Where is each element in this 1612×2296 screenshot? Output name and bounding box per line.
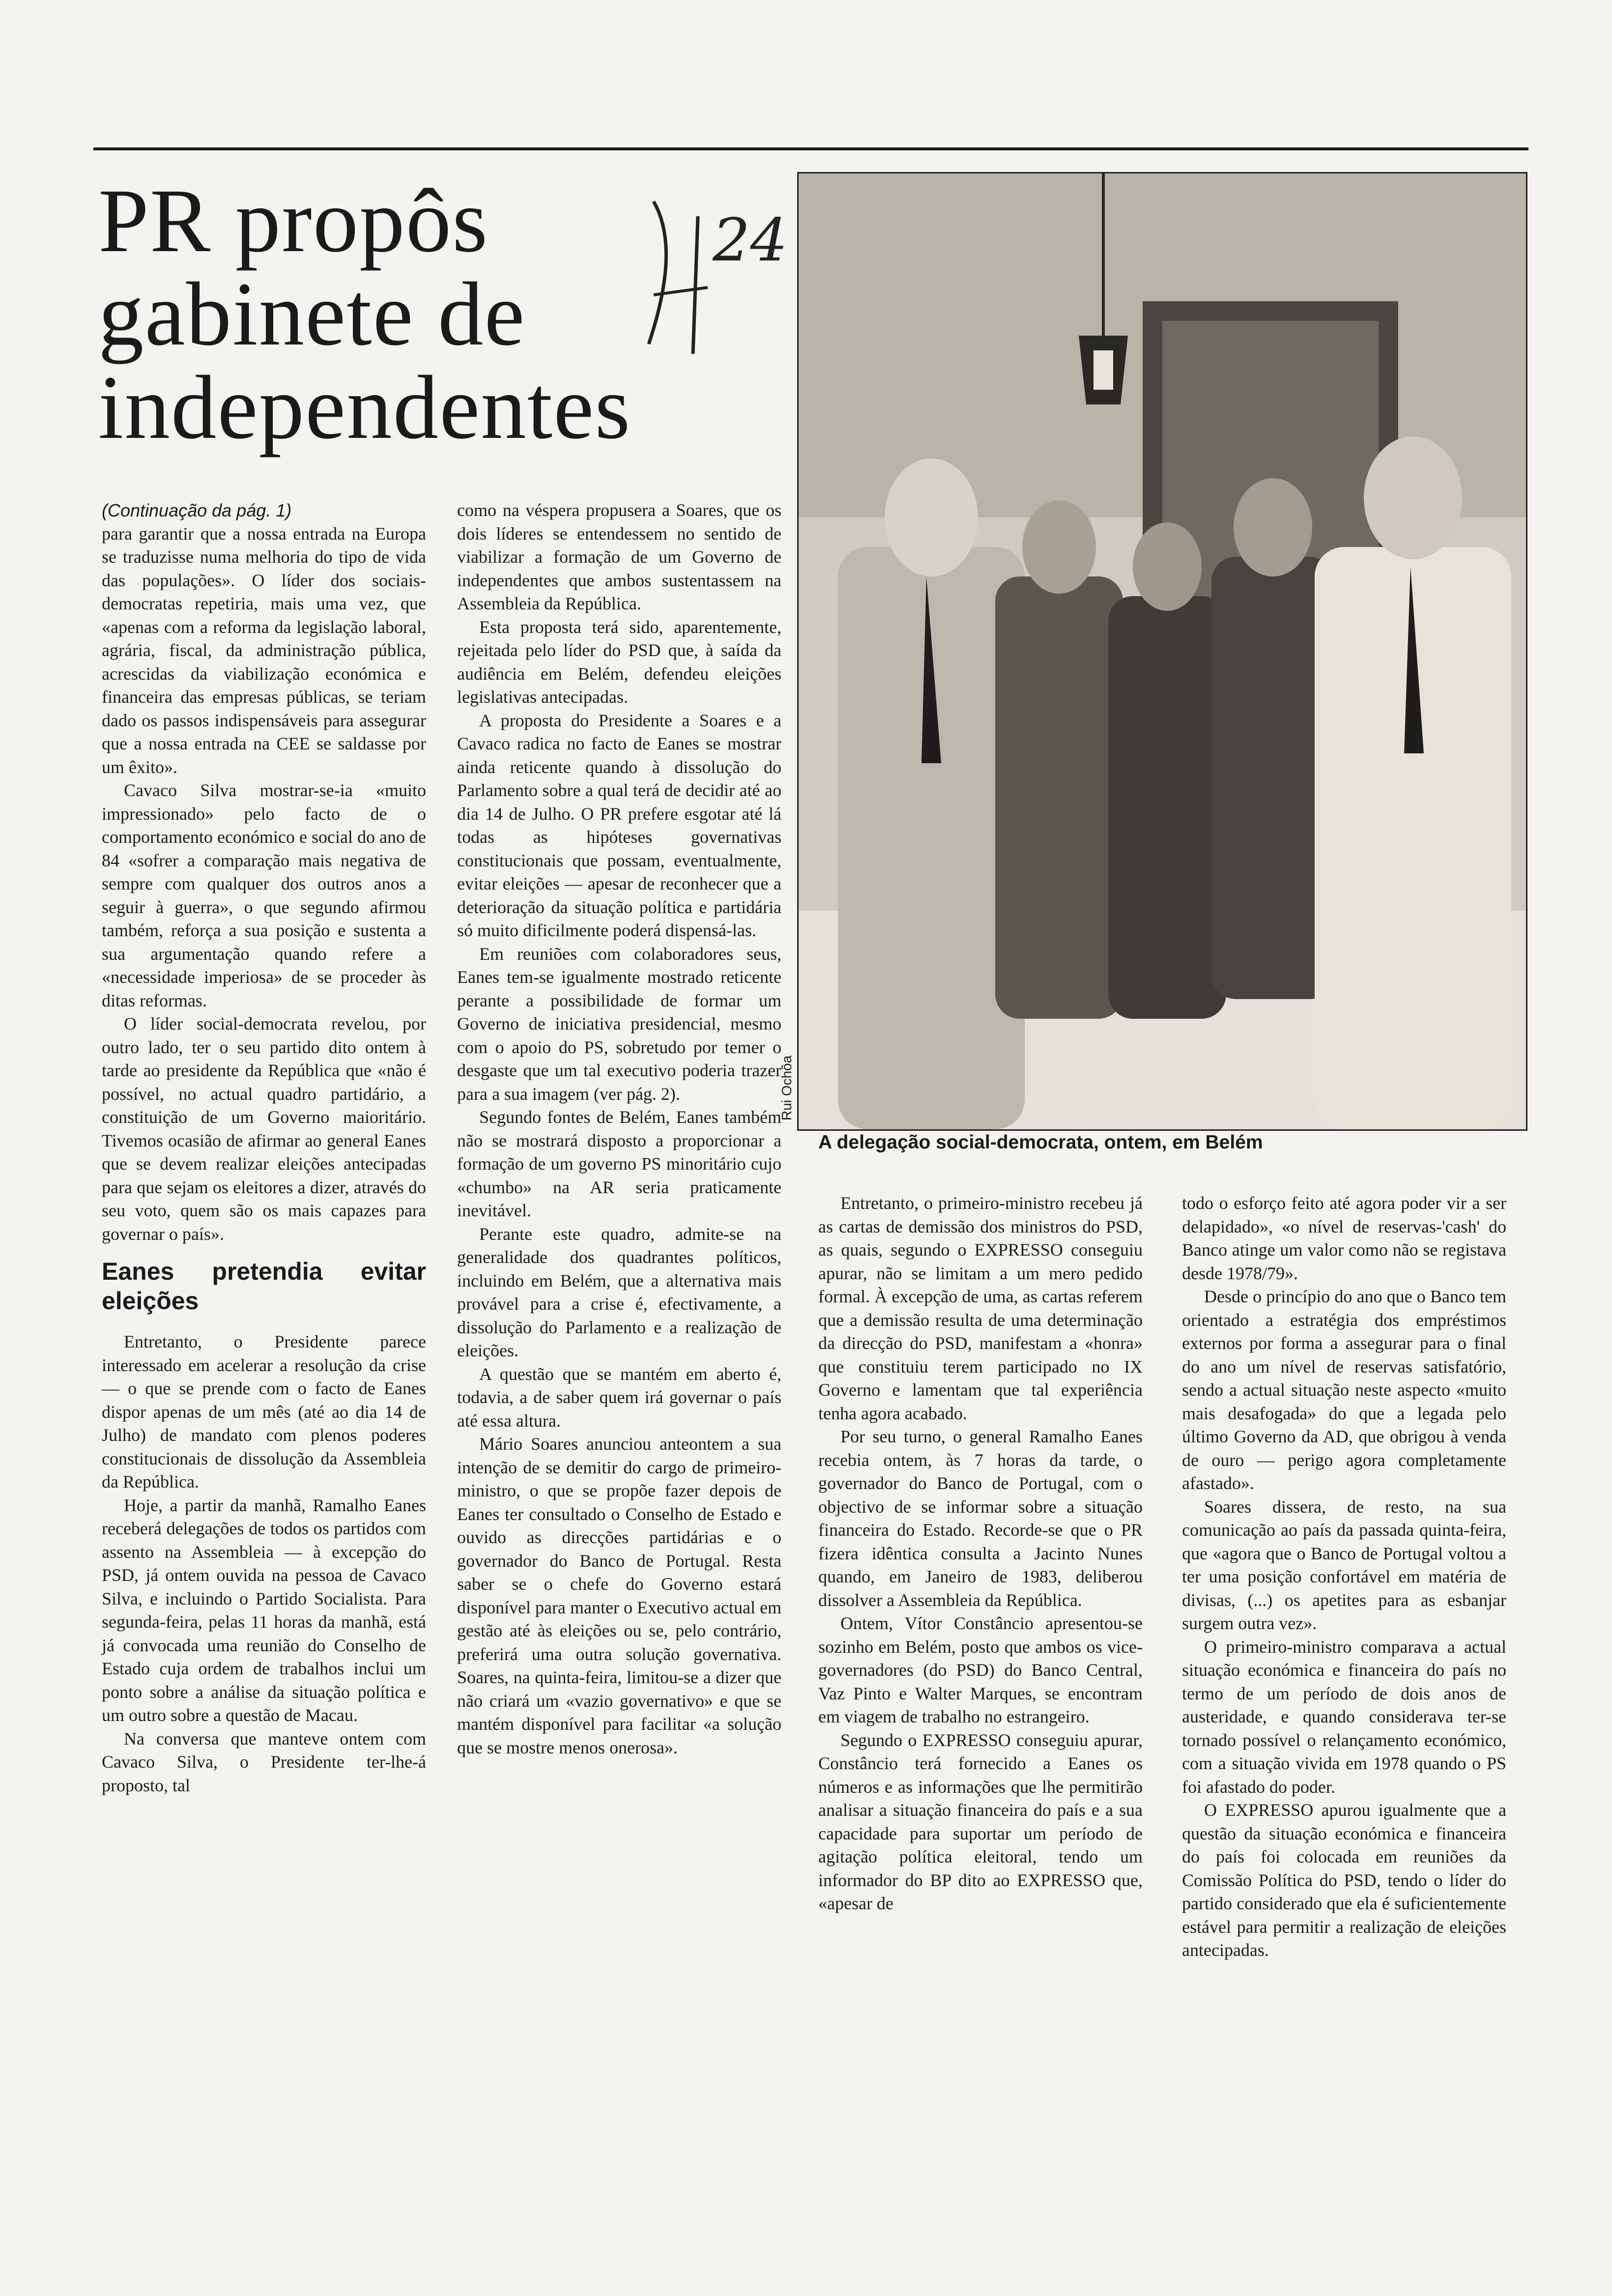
paragraph: Na conversa que manteve ontem com Cavaco Silva, o Presidente ter-lhe-á proposto, tal [102,1728,426,1795]
paragraph: Esta proposta terá sido, aparentemente, rejeitada pelo líder do PSD que, à saída da audiência em Belém, defendeu eleições legislativas antecipadas. [457,617,781,707]
headline-line: gabinete de [98,264,526,365]
paragraph: Em reuniões com colaboradores seus, Eanes tem-se igualmente mostrado reticente perante a possibilidade de formar um Governo de iniciativa presidencial, mesmo com o apoio do PS, sobretudo por temer o desgaste que um tal executivo poderia trazer para a sua imagem (ver pág. 2). [457,944,781,1104]
paragraph: para garantir que a nossa entrada na Europa se traduzisse numa melhoria do tipo de vida das populações». O líder dos sociais-democratas repetiria, mais uma vez, que «apenas com a reforma da legislação laboral, agrária, fiscal, da administração pública, acrescidas da viabilização económica e financeira das empresas públicas, se teriam dado os passos indispensáveis para assegurar que a nossa entrada na CEE se saldasse por um êxito». [102,523,426,777]
paragraph: O EXPRESSO apurou igualmente que a questão da situação económica e financeira do país foi colocada em reuniões da Comissão Política do PSD, tendo o líder do partido considerado que ela é suficientemente estável para permitir a realização de eleições antecipadas. [1182,1800,1506,1960]
article-column-2 [457,499,781,1759]
article-column-4 [1182,1192,1506,1962]
paragraph: Por seu turno, o general Ramalho Eanes recebia ontem, às 7 horas da tarde, o governador do Banco de Portugal, com o objectivo de se informar sobre a situação financeira do Estado. Recorde-se que o PR fizera idêntica consulta a Jacinto Nunes quando, em Janeiro de 1983, deliberou dissolver a Assembleia da República. [818,1427,1143,1610]
headline-line: independentes [98,357,632,458]
photo-caption: A delegação social-democrata, ontem, em Belém [818,1132,1263,1153]
paragraph: Soares dissera, de resto, na sua comunicação ao país da passada quinta-feira, que «agora que o Banco de Portugal voltou a ter uma posição confortável em matéria de divisas, (...) os apetites para as esbanjar surgem outra vez». [1182,1496,1506,1633]
paragraph: Entretanto, o Presidente parece interessado em acelerar a resolução da crise — o que se prende com o facto de Eanes dispor apenas de um mês (até ao dia 14 de Julho) de mandato com plenos poderes constitucionais de dissolução da Assembleia da República. [102,1332,426,1492]
paragraph: O primeiro-ministro comparava a actual situação económica e financeira do país no termo de um período de dois anos de austeridade, e quando considerava ter-se tornado possível o relançamento económico, com a situação vivida em 1978 quando o PS foi afastado do poder. [1182,1636,1506,1797]
paragraph: todo o esforço feito até agora poder vir a ser delapidado», «o nível de reservas-'cash' do Banco atinge um valor como não se registava desde 1978/79». [1182,1193,1506,1283]
photo-scene [799,173,1526,1129]
headline-line: PR propôs [98,171,489,271]
paragraph: Segundo fontes de Belém, Eanes também não se mostrará disposto a proporcionar a formação de um governo PS minoritário cujo «chumbo» na AR seria praticamente inevitável. [457,1107,781,1220]
article-column-1 [102,499,426,1797]
section-subheading: Eanes pretendia evitar eleições [102,1258,426,1315]
paragraph: A questão que se mantém em aberto é, todavia, a de saber quem irá governar o país até essa altura. [457,1364,781,1431]
article-column-3 [818,1192,1143,1916]
paragraph: Segundo o EXPRESSO conseguiu apurar, Constâncio terá fornecido a Eanes os números e as informações que lhe permitirão analisar a situação financeira do país e a sua capacidade para suportar um período de agitação política eleitoral, tendo um informador do BP dito ao EXPRESSO que, «apesar de [818,1730,1143,1913]
photo-credit: Rui Ochôa [779,1055,794,1120]
news-photo [797,172,1527,1131]
paragraph: Mário Soares anunciou anteontem a sua intenção de se demitir do cargo de primeiro-ministro, o que se propõe fazer depois de Eanes ter consultado o Conselho de Estado e ouvido as direcções partidárias e o governador do Banco de Portugal. Resta saber se o chefe do Governo estará disponível para manter o Executivo actual em gestão até às eleições ou se, pelo contrário, preferirá uma outra solução governativa. Soares, na quinta-feira, limitou-se a dizer que não criará um «vazio governativo» e que se mantém disponível para facilitar «a solução que se mostre menos onerosa». [457,1434,781,1757]
headline [98,171,713,458]
paragraph: Perante este quadro, admite-se na generalidade dos quadrantes políticos, incluindo em Belém, que a alternativa mais provável para a crise é, efectivamente, a dissolução do Parlamento e a realização de eleições. [457,1224,781,1360]
paragraph: Ontem, Vítor Constâncio apresentou-se sozinho em Belém, posto que ambos os vice-governadores (do PSD) do Banco Central, Vaz Pinto e Walter Marques, se encontram em viagem de trabalho no estrangeiro. [818,1613,1143,1726]
paragraph: como na véspera propusera a Soares, que os dois líderes se entendessem no sentido de viabilizar a formação de um Governo de independentes que ambos sustentassem na Assembleia da República. [457,500,781,613]
paragraph: O líder social-democrata revelou, por outro lado, ter o seu partido dito ontem à tarde ao presidente da República que «não é possível, no actual quadro partidário, a constituição de um Governo maioritário. Tivemos ocasião de afirmar ao general Eanes que se devem realizar eleições antecipadas para que sejam os eleitores a dizer, através do seu voto, quem são os mais capazes para governar o país». [102,1014,426,1244]
handwritten-annotation [634,197,796,364]
handwritten-number: 24 [713,206,788,275]
paragraph: Desde o princípio do ano que o Banco tem orientado a estratégia dos empréstimos externos por forma a assegurar para o final do ano um nível de reservas satisfatório, sendo a actual situação neste aspecto «muito mais desafogada» do que a legada pelo último Governo da AD, que obrigou à venda de ouro — perigo agora completamente afastado». [1182,1287,1506,1493]
paragraph: Entretanto, o primeiro-ministro recebeu já as cartas de demissão dos ministros do PSD, as quais, segundo o EXPRESSO conseguiu apurar, não se limitam a um mero pedido formal. À excepção de uma, as cartas referem que a demissão resulta de uma determinação da direcção do PSD, manifestam a «honra» que constituiu terem participado no IX Governo e lamentam que tal experiência tenha agora acabado. [818,1193,1143,1423]
paragraph: Cavaco Silva mostrar-se-ia «muito impressionado» pelo facto de o comportamento económico e social do ano de 84 «sofrer a comparação mais negativa de sempre com qualquer dos outros anos a seguir à guerra», o que segundo afirmou também, reforça a sua posição e sustenta a sua argumentação quando refere a «necessidade imperiosa» de se proceder às ditas reformas. [102,780,426,1010]
continuation-dateline: (Continuação da pág. 1) [102,500,292,520]
top-rule [93,147,1528,150]
paragraph: A proposta do Presidente a Soares e a Cavaco radica no facto de Eanes se mostrar ainda reticente quando à dissolução do Parlamento sobre a qual terá de decidir até ao dia 14 de Julho. O PR prefere esgotar até lá todas as hipóteses governativas constitucionais que possam, eventualmente, evitar eleições — apesar de reconhecer que a deterioração da situação política e partidária só muito dificilmente poderá dispensá-las. [457,710,781,940]
paragraph: Hoje, a partir da manhã, Ramalho Eanes receberá delegações de todos os partidos com assento na Assembleia — à excepção do PSD, já ontem ouvida na pessoa de Cavaco Silva, e incluindo o Partido Socialista. Para segunda-feira, pelas 11 horas da manhã, está já convocada uma reunião do Conselho de Estado cuja ordem de trabalhos inclui um ponto sobre a análise da situação política e um outro sobre a questão de Macau. [102,1495,426,1725]
